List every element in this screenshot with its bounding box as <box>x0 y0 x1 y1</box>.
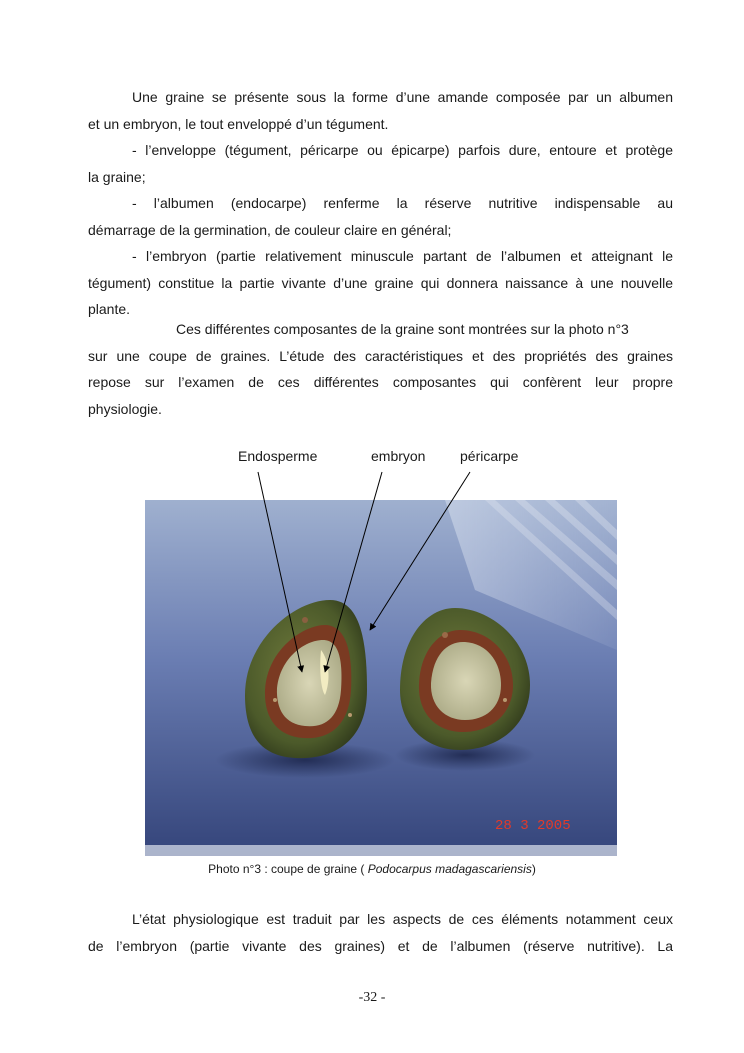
label-endosperme: Endosperme <box>238 448 318 464</box>
caption-suffix: ) <box>531 862 536 876</box>
text-line: L’état physiologique est traduit par les aspects de ces éléments notamment ceux <box>132 911 673 927</box>
page-number: -32 - <box>358 990 386 1005</box>
text-line: repose sur l’examen de ces différentes composantes qui confèrent leur propre <box>88 374 673 390</box>
seed-cross-section-photo <box>145 500 617 856</box>
paragraph-seed-structure <box>88 84 673 323</box>
text-line: démarrage de la germination, de couleur claire en général; <box>88 221 452 238</box>
caption-prefix: Photo n°3 : coupe de graine ( <box>208 862 368 876</box>
text-line: et un embryon, le tout enveloppé d’un tégument. <box>88 115 389 132</box>
text-line: - l’embryon (partie relativement minuscule partant de l’albumen et atteignant le <box>132 248 673 264</box>
text-line: Une graine se présente sous la forme d’une amande composée par un albumen <box>132 89 673 105</box>
text-line: physiologie. <box>88 400 162 417</box>
text-line: la graine; <box>88 168 146 185</box>
label-embryon: embryon <box>371 448 426 464</box>
text-line: plante. <box>88 301 131 317</box>
text-line: tégument) constitue la partie vivante d’une graine qui donnera naissance à une nouvelle <box>88 274 673 291</box>
photo-caption <box>0 862 744 876</box>
caption-species: Podocarpus madagascariensis <box>367 862 532 876</box>
text-line: de l’embryon (partie vivante des graines) et de l’albumen (réserve nutritive). La <box>88 937 673 954</box>
label-pericarpe: péricarpe <box>460 448 519 464</box>
figure-labels <box>0 448 744 472</box>
text-line: sur une coupe de graines. L’étude des caractéristiques et des propriétés des graines <box>88 347 673 364</box>
paragraph-components <box>88 316 673 422</box>
text-line: - l’albumen (endocarpe) renferme la réserve nutritive indispensable au <box>132 195 673 211</box>
paragraph-physiology <box>88 906 673 959</box>
photo-date-stamp: 28 3 2005 <box>495 818 571 834</box>
text-line: Ces différentes composantes de la graine sont montrées sur la photo n°3 <box>176 321 629 337</box>
text-line: - l’enveloppe (tégument, péricarpe ou épicarpe) parfois dure, entoure et protège <box>132 142 673 158</box>
